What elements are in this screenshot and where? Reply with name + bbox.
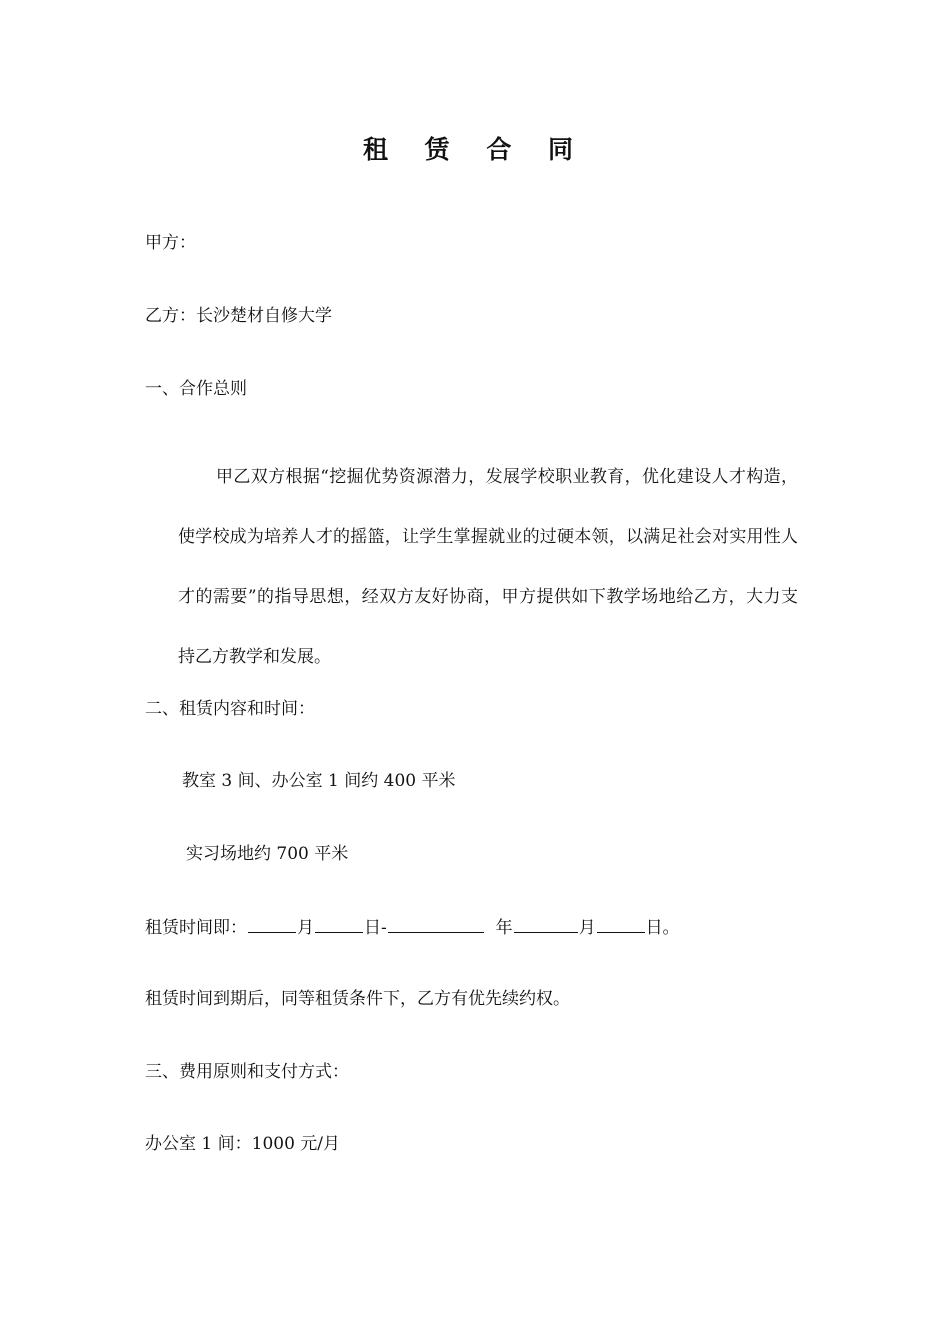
end-day-label: 日。 — [645, 918, 680, 938]
start-month-label: 月 — [297, 918, 314, 938]
end-month-label: 月 — [578, 918, 596, 938]
party-a-line: 甲方： — [145, 233, 196, 253]
renewal-clause: 租赁时间到期后，同等租赁条件下，乙方有优先续约权。 — [145, 989, 570, 1009]
section-3-heading: 三、费用原则和支付方式： — [145, 1062, 349, 1082]
end-year-blank[interactable] — [388, 914, 484, 933]
start-day-label: 日- — [364, 918, 387, 938]
section-2-heading: 二、租赁内容和时间： — [145, 699, 315, 719]
lease-item-training-site: 实习场地约 700 平米 — [186, 844, 349, 864]
start-day-blank[interactable] — [315, 914, 363, 933]
end-month-blank[interactable] — [514, 914, 578, 933]
document-title: 租 赁 合 同 — [362, 135, 588, 164]
section-1-heading: 一、合作总则 — [145, 379, 247, 399]
end-year-label: 年 — [495, 918, 513, 938]
lease-term-line — [145, 914, 680, 941]
office-fee-line: 办公室 1 间：1000 元/月 — [145, 1134, 341, 1154]
lease-item-classrooms: 教室 3 间、办公室 1 间约 400 平米 — [182, 771, 456, 791]
party-b-line: 乙方：长沙楚材自修大学 — [145, 306, 332, 326]
lease-term-prefix: 租赁时间即： — [145, 918, 247, 938]
end-day-blank[interactable] — [597, 914, 645, 933]
start-month-blank[interactable] — [248, 914, 296, 933]
section-1-paragraph: 甲乙双方根据“挖掘优势资源潜力，发展学校职业教育，优化建设人才构造，使学校成为培养人才的摇篮，让学生掌握就业的过硬本领，以满足社会对实用性人才的需要”的指导思想，经双方友好协商，甲方提供如下教学场地给乙方，大力支持乙方教学和发展。 — [178, 467, 798, 667]
